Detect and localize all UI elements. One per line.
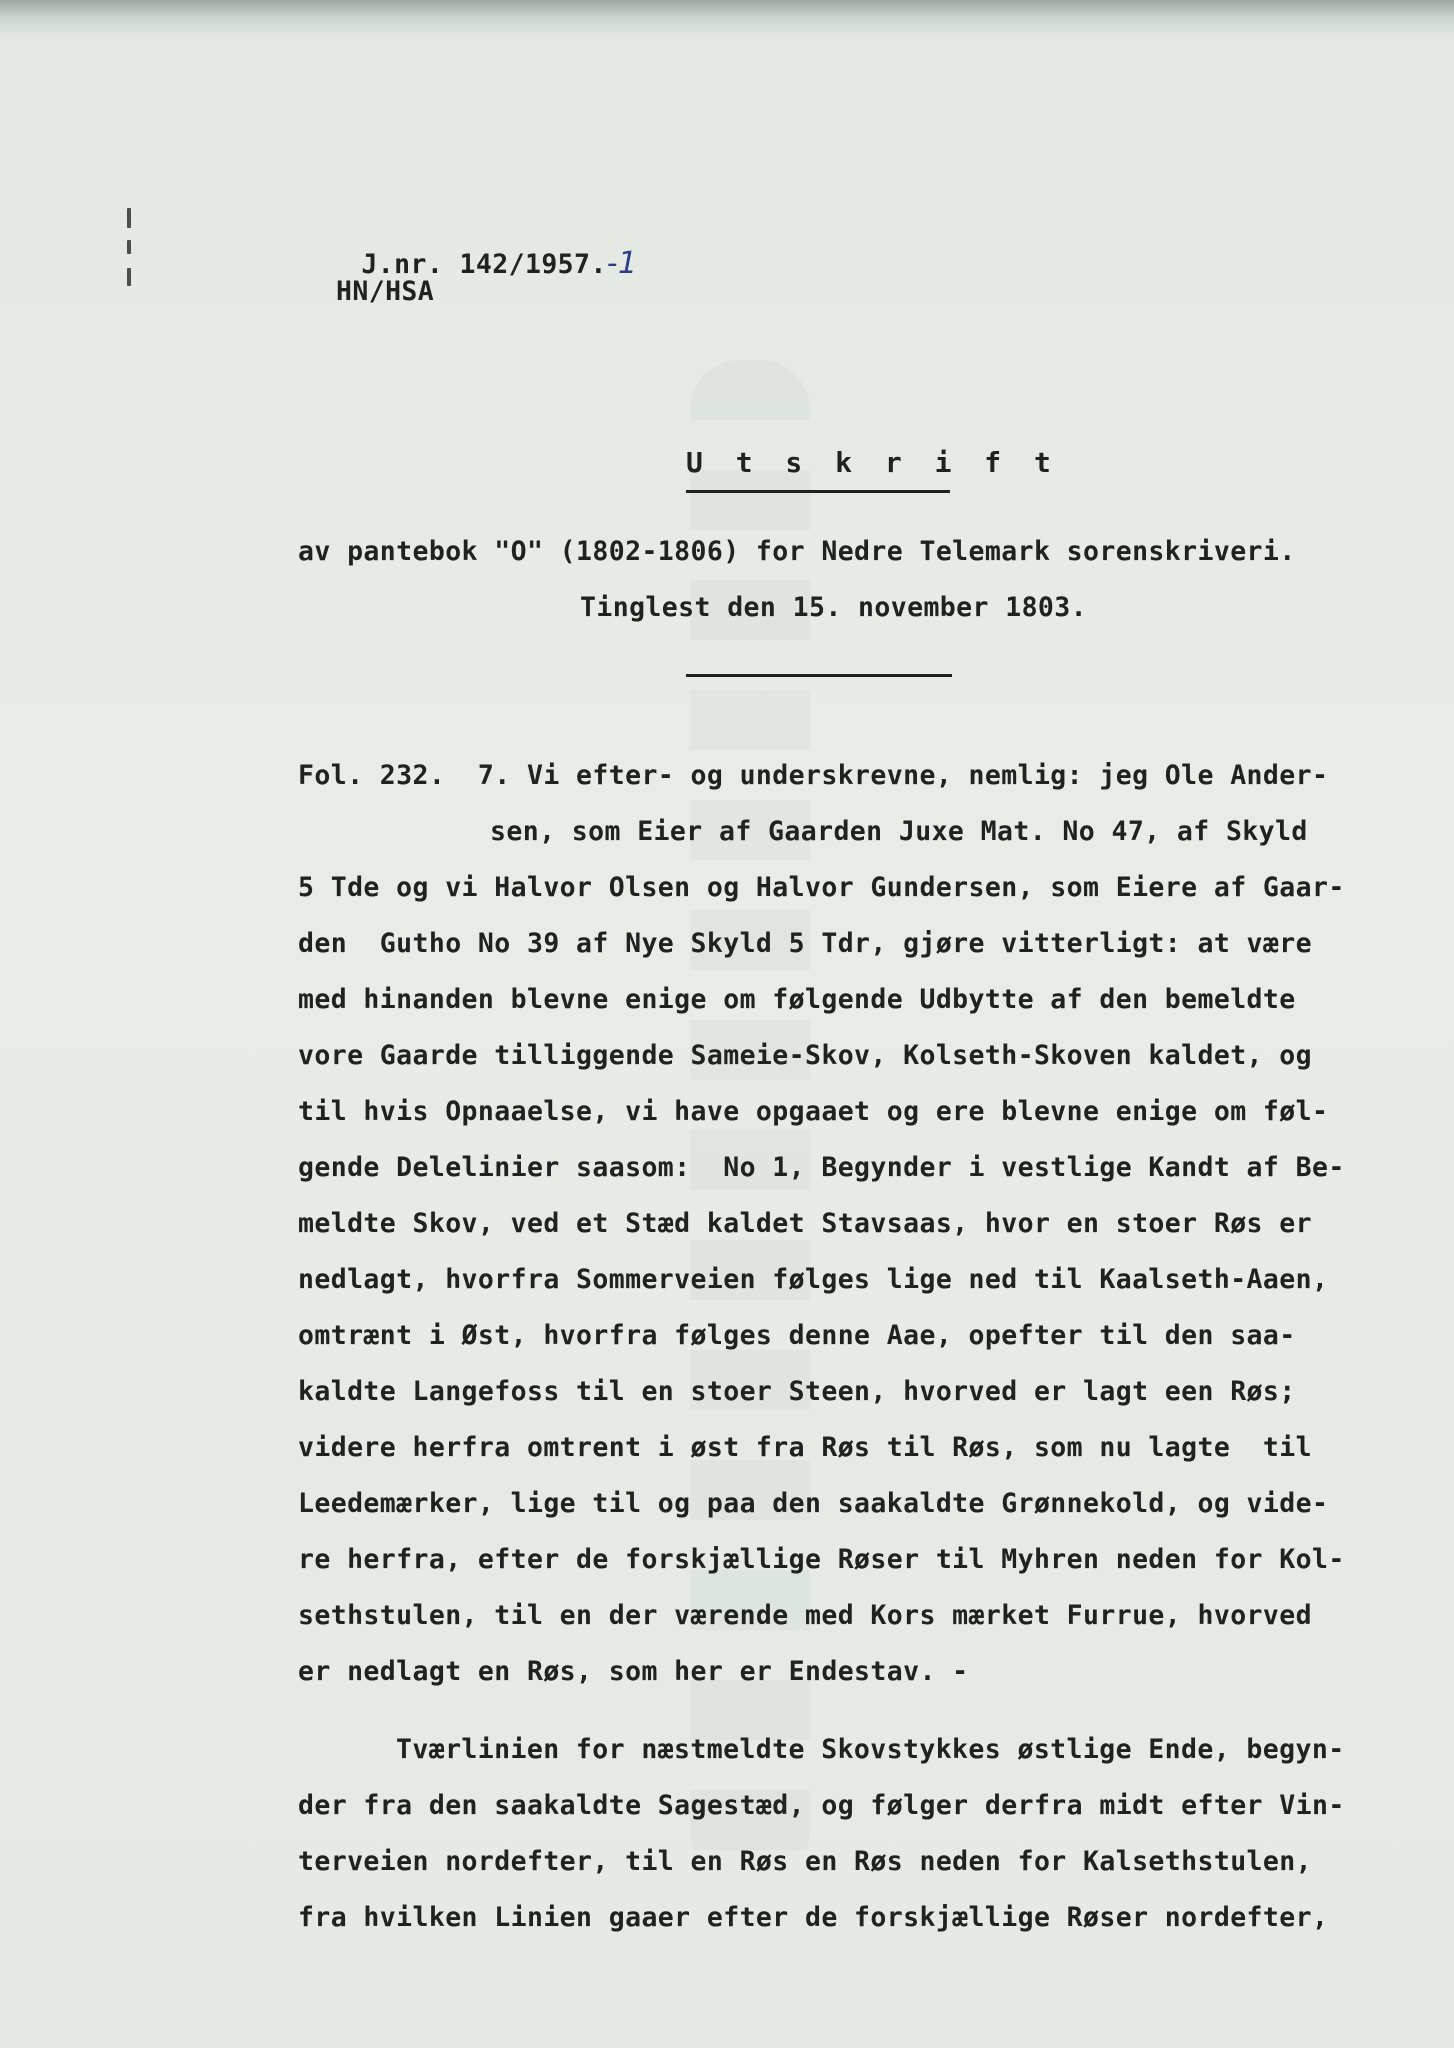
initials: HN/HSA	[336, 276, 435, 307]
body-line: re herfra, efter de forskjællige Røser til Myhren neden for Kol-	[298, 1544, 1345, 1575]
title-underline	[686, 490, 950, 493]
body-line: Tværlinien for næstmeldte Skovstykkes østlige Ende, begyn-	[396, 1734, 1345, 1765]
body-line: med hinanden blevne enige om følgende Udbytte af den bemeldte	[298, 984, 1296, 1015]
journal-suffix-handwritten: -1	[606, 246, 638, 281]
scan-top-edge	[0, 0, 1454, 40]
body-line: kaldte Langefoss til en stoer Steen, hvorved er lagt een Røs;	[298, 1376, 1296, 1407]
document-title: U t s k r i f t	[686, 446, 1059, 479]
subtitle-line-1: av pantebok "O" (1802-1806) for Nedre Telemark sorenskriveri.	[298, 536, 1296, 567]
body-line: sethstulen, til en der værende med Kors mærket Furrue, hvorved	[298, 1600, 1312, 1631]
section-divider	[686, 674, 952, 677]
body-line: meldte Skov, ved et Stæd kaldet Stavsaas, hvor en stoer Røs er	[298, 1208, 1312, 1239]
binding-mark	[127, 208, 131, 228]
body-line: omtrænt i Øst, hvorfra følges denne Aae, opefter til den saa-	[298, 1320, 1296, 1351]
body-line: Leedemærker, lige til og paa den saakaldte Grønnekold, og vide-	[298, 1488, 1329, 1519]
body-line: gende Delelinier saasom: No 1, Begynder i vestlige Kandt af Be-	[298, 1152, 1345, 1183]
body-line: sen, som Eier af Gaarden Juxe Mat. No 47, af Skyld	[490, 816, 1308, 847]
binding-mark	[127, 268, 131, 286]
body-line: til hvis Opnaaelse, vi have opgaaet og ere blevne enige om føl-	[298, 1096, 1329, 1127]
body-line: er nedlagt en Røs, som her er Endestav. -	[298, 1656, 969, 1687]
body-line: nedlagt, hvorfra Sommerveien følges lige ned til Kaalseth-Aaen,	[298, 1264, 1329, 1295]
subtitle-line-2: Tinglest den 15. november 1803.	[580, 592, 1087, 623]
journal-number: J.nr. 142/1957.	[361, 249, 607, 280]
body-line: terveien nordefter, til en Røs en Røs neden for Kalsethstulen,	[298, 1846, 1312, 1877]
body-line: 5 Tde og vi Halvor Olsen og Halvor Gundersen, som Eiere af Gaar-	[298, 872, 1345, 903]
body-line: Fol. 232. 7. Vi efter- og underskrevne, nemlig: jeg Ole Ander-	[298, 760, 1329, 791]
body-line: fra hvilken Linien gaaer efter de forskjællige Røser nordefter,	[298, 1902, 1329, 1933]
body-line: vore Gaarde tilliggende Sameie-Skov, Kolseth-Skoven kaldet, og	[298, 1040, 1312, 1071]
body-line: den Gutho No 39 af Nye Skyld 5 Tdr, gjøre vitterligt: at være	[298, 928, 1312, 959]
body-line: videre herfra omtrent i øst fra Røs til Røs, som nu lagte til	[298, 1432, 1312, 1463]
body-line: der fra den saakaldte Sagestæd, og følger derfra midt efter Vin-	[298, 1790, 1345, 1821]
binding-mark	[127, 240, 131, 254]
